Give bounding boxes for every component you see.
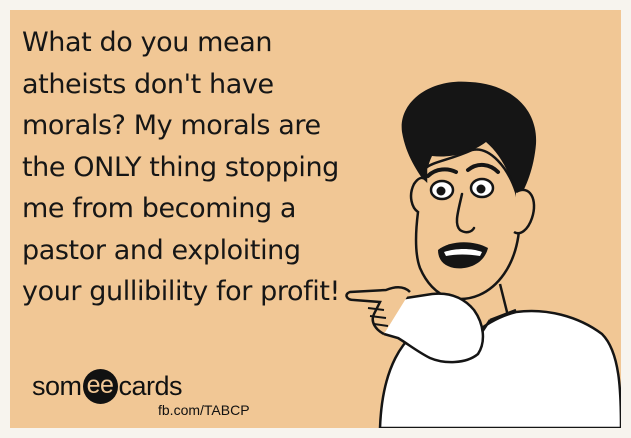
man-pointing-illustration bbox=[340, 72, 621, 428]
face bbox=[411, 150, 520, 299]
quote-line: atheists don't have bbox=[22, 68, 274, 100]
quote-line: pastor and exploiting bbox=[22, 234, 301, 266]
logo-text-left: som bbox=[32, 370, 82, 401]
someecards-logo bbox=[32, 366, 182, 406]
quote-line: morals? My morals are bbox=[22, 110, 321, 141]
logo-text-right: cards bbox=[118, 370, 183, 401]
logo-circle: ee bbox=[83, 369, 118, 404]
quote-line: your gullibility for profit! bbox=[22, 276, 340, 307]
quote-line: the ONLY thing stopping bbox=[22, 151, 339, 183]
quote-line: What do you mean bbox=[22, 27, 273, 58]
credit-text: fb.com/TABCP bbox=[158, 402, 250, 418]
ear bbox=[514, 190, 534, 233]
quote-line: me from becoming a bbox=[22, 193, 297, 224]
ecard bbox=[10, 10, 621, 428]
